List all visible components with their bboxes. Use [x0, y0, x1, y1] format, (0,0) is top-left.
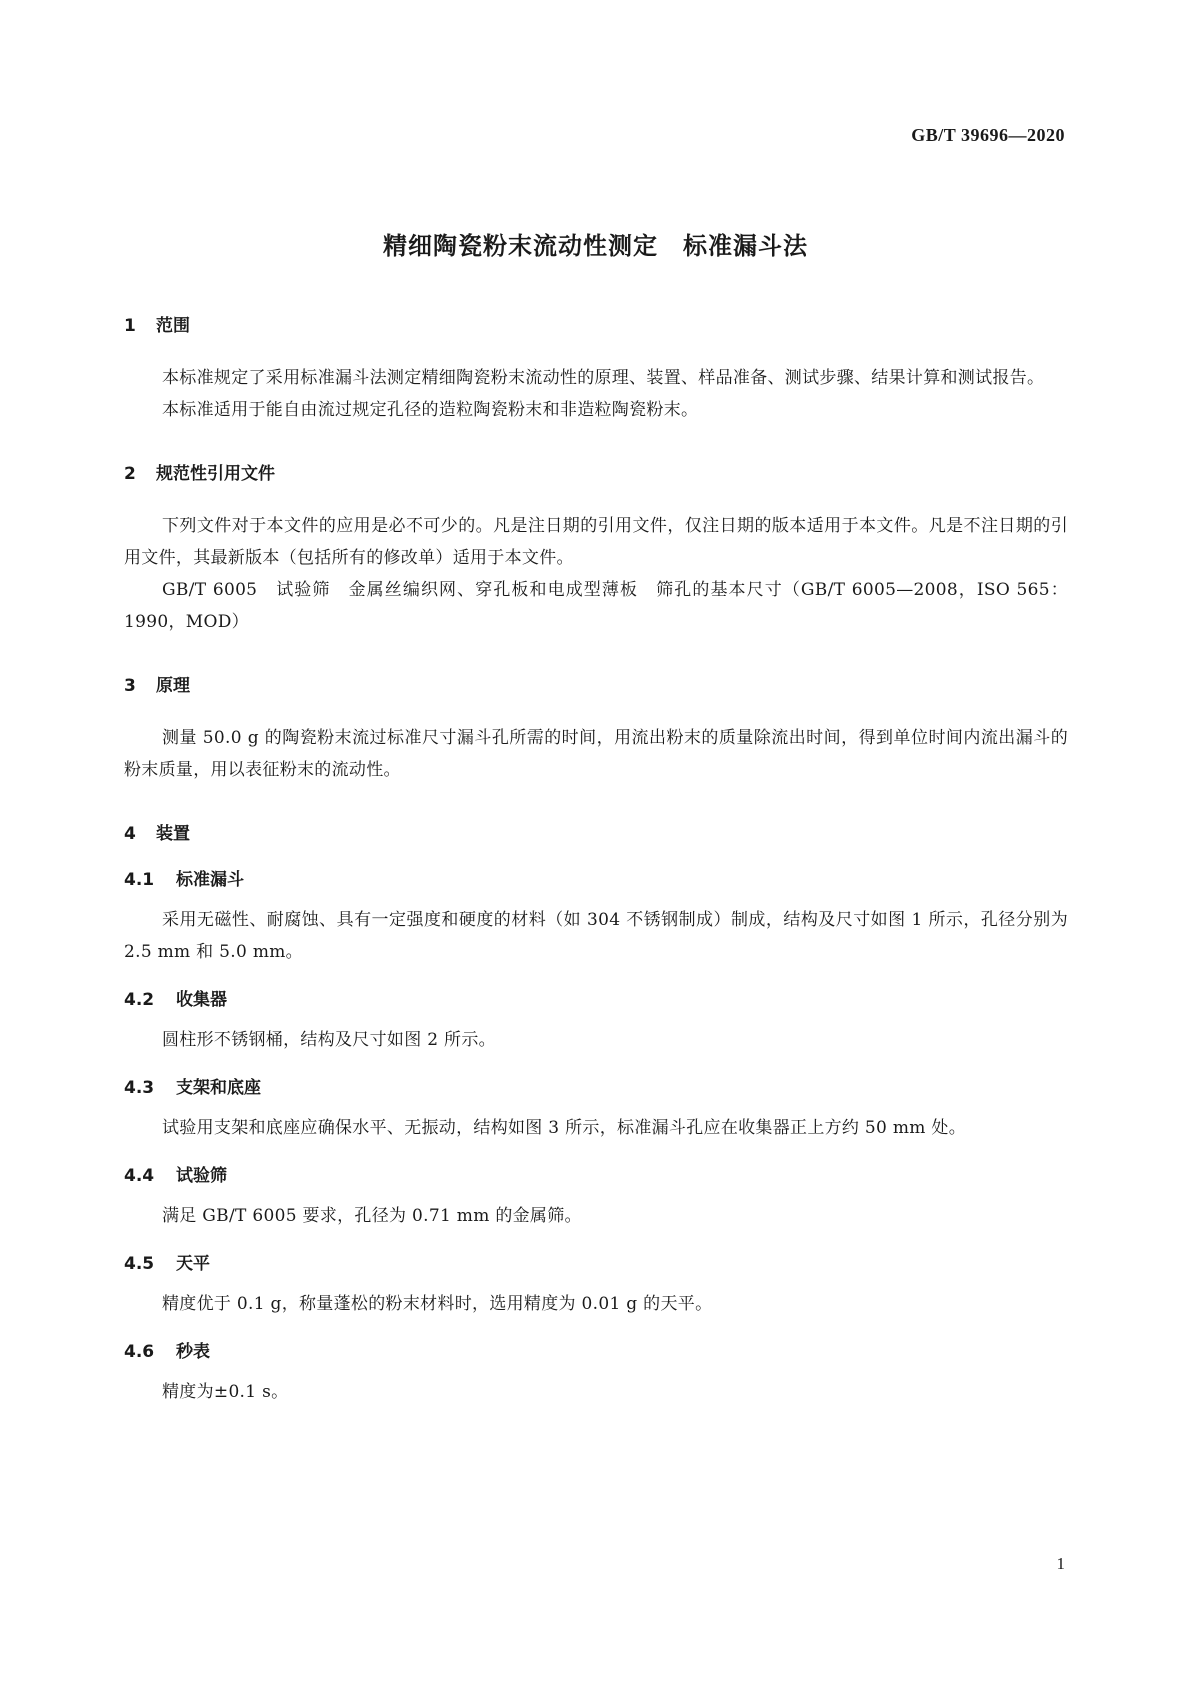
subsection-number: 4.4: [124, 1166, 155, 1186]
section-number: 2: [124, 464, 136, 484]
subsection-number: 4.2: [124, 990, 155, 1010]
paragraph: 试验用支架和底座应确保水平、无振动，结构如图 3 所示，标准漏斗孔应在收集器正上方约 50 mm 处。: [162, 1118, 967, 1138]
document-title: 精细陶瓷粉末流动性测定 标准漏斗法: [383, 232, 808, 260]
section-title: 范围: [156, 316, 190, 336]
page-number: 1: [1056, 1554, 1065, 1573]
subsection-number: 4.3: [124, 1078, 155, 1098]
document-number: GB/T 39696—2020: [911, 125, 1065, 145]
paragraph: 下列文件对于本文件的应用是必不可少的。凡是注日期的引用文件，仅注日期的版本适用于本文件。凡是不注日期的引用文件，其最新版本（包括所有的修改单）适用于本文件。: [124, 516, 1068, 568]
section-heading-1: [124, 312, 1068, 340]
subsection-title: 收集器: [176, 990, 227, 1010]
subsection-title: 天平: [176, 1254, 210, 1274]
paragraph: 测量 50.0 g 的陶瓷粉末流过标准尺寸漏斗孔所需的时间，用流出粉末的质量除流出时间，得到单位时间内流出漏斗的粉末质量，用以表征粉末的流动性。: [124, 728, 1068, 780]
section-title: 原理: [156, 676, 190, 696]
section-heading-2: [124, 460, 1068, 488]
paragraph: 圆柱形不锈钢桶，结构及尺寸如图 2 所示。: [162, 1030, 496, 1050]
paragraph: 精度为±0.1 s。: [162, 1382, 289, 1402]
subsection-heading-4-5: [124, 1250, 1068, 1278]
section-title: 规范性引用文件: [156, 464, 275, 484]
section-heading-3: [124, 672, 1068, 700]
subsection-number: 4.1: [124, 870, 155, 890]
subsection-title: 标准漏斗: [176, 870, 244, 890]
paragraph: 本标准规定了采用标准漏斗法测定精细陶瓷粉末流动性的原理、装置、样品准备、测试步骤、结果计算和测试报告。: [162, 368, 1045, 388]
section-title: 装置: [156, 824, 190, 844]
subsection-heading-4-6: [124, 1338, 1068, 1366]
section-heading-4: [124, 820, 1068, 848]
subsection-title: 支架和底座: [176, 1078, 261, 1098]
section-number: 4: [124, 824, 136, 844]
subsection-number: 4.6: [124, 1342, 155, 1362]
paragraph: 满足 GB/T 6005 要求，孔径为 0.71 mm 的金属筛。: [162, 1206, 582, 1226]
paragraph: 本标准适用于能自由流过规定孔径的造粒陶瓷粉末和非造粒陶瓷粉末。: [162, 400, 699, 420]
paragraph: 精度优于 0.1 g，称量蓬松的粉末材料时，选用精度为 0.01 g 的天平。: [162, 1294, 713, 1314]
section-number: 3: [124, 676, 136, 696]
subsection-title: 试验筛: [176, 1166, 227, 1186]
subsection-title: 秒表: [176, 1342, 210, 1362]
document-body: [124, 312, 1068, 1408]
paragraph: 采用无磁性、耐腐蚀、具有一定强度和硬度的材料（如 304 不锈钢制成）制成，结构及尺寸如图 1 所示，孔径分别为 2.5 mm 和 5.0 mm。: [124, 910, 1068, 962]
subsection-number: 4.5: [124, 1254, 155, 1274]
paragraph: GB/T 6005 试验筛 金属丝编织网、穿孔板和电成型薄板 筛孔的基本尺寸（GB/T 6005—2008，ISO 565：1990，MOD）: [124, 580, 1068, 632]
section-number: 1: [124, 316, 136, 336]
subsection-heading-4-4: [124, 1162, 1068, 1190]
subsection-heading-4-3: [124, 1074, 1068, 1102]
subsection-heading-4-2: [124, 986, 1068, 1014]
subsection-heading-4-1: [124, 866, 1068, 894]
